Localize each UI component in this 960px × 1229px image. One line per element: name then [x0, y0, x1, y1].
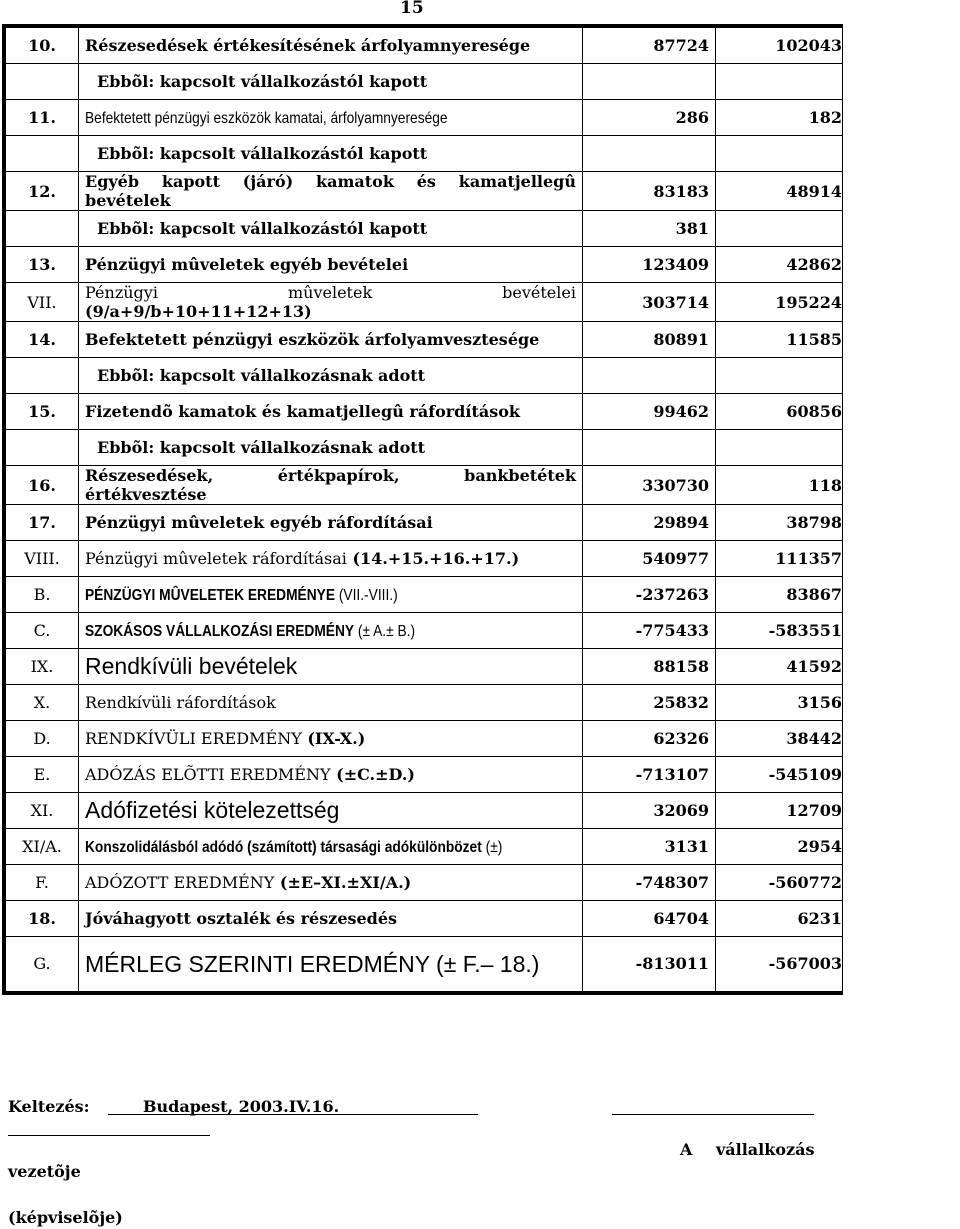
row-label-word: mûveletek: [287, 283, 373, 302]
value-current-text: 11585: [786, 330, 842, 349]
row-code: [4, 937, 79, 993]
row-code-text: X.: [33, 693, 51, 712]
row-label-text: Jóváhagyott osztalék és részesedés: [85, 909, 398, 928]
value-previous-year: [583, 541, 716, 577]
row-label-text: Ebbõl: kapcsolt vállalkozásnak adott: [97, 366, 426, 385]
value-current-text: 41592: [786, 657, 842, 676]
company-label: A vállalkozás: [680, 1140, 815, 1159]
row-label: [79, 466, 583, 505]
row-code: [4, 613, 79, 649]
row-code: [4, 247, 79, 283]
value-previous-text: 3131: [664, 837, 709, 856]
table-row: [4, 685, 843, 721]
table-row: [4, 577, 843, 613]
value-previous-year: [583, 613, 716, 649]
representative-label: (képviselõje): [8, 1208, 123, 1227]
table-row: [4, 322, 843, 358]
value-previous-year: [583, 505, 716, 541]
value-previous-text: 25832: [653, 693, 709, 712]
table-row: [4, 505, 843, 541]
value-previous-text: 62326: [653, 729, 709, 748]
row-code: [4, 430, 79, 466]
row-label: [79, 211, 583, 247]
value-current-text: 182: [808, 108, 842, 127]
row-label: [79, 100, 583, 136]
value-current-year: [716, 649, 843, 685]
table-row: [4, 757, 843, 793]
value-previous-text: 80891: [653, 330, 709, 349]
value-current-text: 195224: [775, 292, 842, 312]
value-current-year: [716, 757, 843, 793]
value-current-year: [716, 172, 843, 211]
row-label-text: Pénzügyi mûveletek egyéb ráfordításai: [85, 513, 433, 532]
row-label: [79, 577, 583, 613]
row-label-text: Rendkívüli ráfordítások: [85, 693, 276, 712]
row-label: [79, 541, 583, 577]
row-label-word: bevételei: [502, 283, 576, 302]
row-label-text: ADÓZOTT EREDMÉNY: [85, 873, 275, 892]
row-label-word: Pénzügyi: [85, 283, 158, 302]
value-previous-text: 87724: [653, 36, 709, 55]
row-label: [79, 829, 583, 865]
value-current-text: 42862: [786, 255, 842, 274]
value-current-year: [716, 685, 843, 721]
row-label-text: SZOKÁSOS VÁLLALKOZÁSI EREDMÉNY: [85, 622, 355, 640]
value-current-year: [716, 211, 843, 247]
row-label-formula: (14.+15.+16.+17.): [346, 549, 520, 568]
value-current-year: [716, 430, 843, 466]
row-code: [4, 64, 79, 100]
value-previous-year: [583, 26, 716, 64]
row-code: [4, 211, 79, 247]
table-row: [4, 26, 843, 64]
table-row: [4, 466, 843, 505]
row-code-text: VIII.: [24, 549, 60, 568]
value-current-text: -560772: [768, 873, 842, 892]
value-previous-year: [583, 901, 716, 937]
row-code-text: D.: [33, 729, 51, 748]
row-code-text: 10.: [28, 36, 56, 55]
value-previous-year: [583, 100, 716, 136]
value-current-year: [716, 541, 843, 577]
value-previous-year: [583, 937, 716, 993]
row-label-wrap: [85, 839, 502, 857]
value-current-year: [716, 577, 843, 613]
row-code-text: XI/A.: [22, 837, 62, 856]
row-label-text: Adófizetési kötelezettség: [85, 797, 340, 823]
value-current-year: [716, 829, 843, 865]
row-label: [79, 322, 583, 358]
value-previous-year: [583, 466, 716, 505]
row-code-text: 17.: [28, 513, 56, 532]
row-label-formula: (±C.±D.): [330, 765, 415, 784]
value-current-year: [716, 136, 843, 172]
value-previous-year: [583, 430, 716, 466]
row-code: [4, 466, 79, 505]
table-row: [4, 865, 843, 901]
table-row: [4, 211, 843, 247]
value-current-year: [716, 64, 843, 100]
row-label: [79, 901, 583, 937]
row-code: [4, 283, 79, 322]
value-current-year: [716, 505, 843, 541]
row-label-text: Rendkívüli bevételek: [85, 653, 298, 679]
value-current-text: 60856: [786, 402, 842, 421]
value-current-year: [716, 394, 843, 430]
table-row: [4, 649, 843, 685]
value-current-year: [716, 358, 843, 394]
value-current-year: [716, 466, 843, 505]
row-label: [79, 247, 583, 283]
row-label-text: Pénzügyi mûveletek ráfordításai: [85, 549, 347, 568]
row-code-text: F.: [35, 873, 49, 892]
value-previous-year: [583, 283, 716, 322]
row-label: [79, 649, 583, 685]
row-code-text: 12.: [28, 181, 56, 201]
page-number: 15: [400, 0, 424, 18]
value-current-text: 118: [808, 475, 842, 495]
row-label-formula: (± A.± B.): [354, 622, 416, 640]
value-current-year: [716, 901, 843, 937]
row-code: [4, 901, 79, 937]
row-code: [4, 721, 79, 757]
row-code: [4, 793, 79, 829]
row-label: [79, 136, 583, 172]
row-code: [4, 505, 79, 541]
value-current-year: [716, 247, 843, 283]
row-code: [4, 172, 79, 211]
value-current-text: 6231: [797, 909, 842, 928]
value-current-year: [716, 721, 843, 757]
value-current-text: 102043: [775, 36, 842, 55]
table-row: [4, 64, 843, 100]
row-label-wrap: [85, 623, 415, 641]
row-label-text: Részesedések értékesítésének árfolyamnyeresége: [85, 36, 531, 55]
value-current-text: 111357: [775, 549, 842, 568]
row-label: [79, 865, 583, 901]
leader-label: vezetõje: [8, 1162, 81, 1181]
row-code: [4, 685, 79, 721]
row-code-text: 11.: [28, 108, 56, 127]
value-current-text: 3156: [797, 693, 842, 712]
date-underline: [108, 1114, 478, 1115]
value-previous-text: 83183: [653, 181, 709, 201]
row-code-text: 14.: [28, 330, 56, 349]
value-previous-text: 88158: [653, 657, 709, 676]
row-label: [79, 283, 583, 322]
value-current-text: 83867: [786, 585, 842, 604]
row-code-text: B.: [33, 585, 51, 604]
value-previous-year: [583, 211, 716, 247]
row-label-text: Egyéb kapott (járó) kamatok és kamatjellegû bevételek: [85, 172, 576, 210]
row-label: [79, 613, 583, 649]
row-label-formula: (± F.– 18.): [429, 950, 540, 977]
row-label-text: PÉNZÜGYI MÛVELETEK EREDMÉNYE: [85, 586, 336, 604]
value-previous-text: 286: [675, 108, 709, 127]
table-row: [4, 541, 843, 577]
row-label: [79, 64, 583, 100]
row-code: [4, 829, 79, 865]
value-current-year: [716, 865, 843, 901]
value-previous-year: [583, 247, 716, 283]
value-current-year: [716, 937, 843, 993]
table-row: [4, 358, 843, 394]
value-current-text: -567003: [768, 954, 842, 974]
row-code-text: C.: [33, 621, 51, 640]
value-current-text: 38442: [786, 729, 842, 748]
table-row: [4, 430, 843, 466]
row-label-text: Fizetendõ kamatok és kamatjellegû ráfordítások: [85, 402, 520, 421]
value-current-text: 38798: [786, 513, 842, 532]
value-previous-text: 123409: [642, 255, 709, 274]
table-row: [4, 721, 843, 757]
value-previous-year: [583, 394, 716, 430]
table-row: [4, 283, 843, 322]
value-previous-year: [583, 577, 716, 613]
row-code-text: VII.: [27, 292, 57, 312]
value-previous-text: 64704: [653, 909, 709, 928]
row-code: [4, 100, 79, 136]
value-previous-text: 303714: [642, 292, 709, 312]
value-current-text: 2954: [797, 837, 842, 856]
value-previous-text: -713107: [635, 765, 709, 784]
row-label: [79, 757, 583, 793]
row-code-text: 16.: [28, 475, 56, 495]
row-code-text: XI.: [30, 801, 54, 820]
value-current-year: [716, 26, 843, 64]
table-row: [4, 901, 843, 937]
row-label: [79, 26, 583, 64]
value-previous-text: 99462: [653, 402, 709, 421]
table-row: [4, 613, 843, 649]
row-label-line: [85, 283, 576, 302]
value-previous-text: -237263: [635, 585, 709, 604]
row-code-text: G.: [33, 954, 51, 974]
value-previous-text: 32069: [653, 801, 709, 820]
value-current-text: 48914: [786, 181, 842, 201]
row-label-text: MÉRLEG SZERINTI EREDMÉNY: [85, 950, 430, 977]
row-code-text: 13.: [28, 255, 56, 274]
value-previous-text: 330730: [642, 475, 709, 495]
value-previous-year: [583, 829, 716, 865]
value-current-year: [716, 793, 843, 829]
row-code: [4, 394, 79, 430]
table-row: [4, 100, 843, 136]
row-label-text: Konszolidálásból adódó (számított) társasági adókülönbözet: [85, 838, 482, 856]
row-code-text: IX.: [30, 657, 54, 676]
row-label: [79, 505, 583, 541]
row-label: [79, 394, 583, 430]
row-code: [4, 757, 79, 793]
value-previous-year: [583, 64, 716, 100]
table-row: [4, 247, 843, 283]
value-previous-text: 29894: [653, 513, 709, 532]
row-label-formula: (VII.-VIII.): [335, 586, 398, 604]
row-code-text: 18.: [28, 909, 56, 928]
row-code: [4, 541, 79, 577]
value-previous-year: [583, 358, 716, 394]
value-previous-year: [583, 172, 716, 211]
date-label: Keltezés:: [8, 1097, 90, 1116]
value-previous-year: [583, 721, 716, 757]
value-current-text: -545109: [768, 765, 842, 784]
row-code: [4, 322, 79, 358]
table-row: [4, 937, 843, 993]
row-label-text: Ebbõl: kapcsolt vállalkozásnak adott: [97, 438, 426, 457]
table-row: [4, 829, 843, 865]
row-label-text: Ebbõl: kapcsolt vállalkozástól kapott: [97, 72, 428, 91]
value-previous-year: [583, 322, 716, 358]
date-value: Budapest, 2003.IV.16.: [143, 1097, 340, 1116]
row-label: [79, 937, 583, 993]
table-row: [4, 394, 843, 430]
value-previous-year: [583, 136, 716, 172]
row-label: [79, 685, 583, 721]
value-previous-year: [583, 685, 716, 721]
row-code: [4, 649, 79, 685]
row-label-text: Pénzügyi mûveletek egyéb bevételei: [85, 255, 409, 274]
value-current-year: [716, 283, 843, 322]
table-row: [4, 136, 843, 172]
value-current-year: [716, 322, 843, 358]
row-code: [4, 358, 79, 394]
row-code: [4, 865, 79, 901]
value-previous-year: [583, 757, 716, 793]
financial-report-table: [2, 24, 843, 995]
table-row: [4, 172, 843, 211]
value-previous-year: [583, 865, 716, 901]
row-label-formula: (9/a+9/b+10+11+12+13): [85, 302, 312, 321]
row-label-text: Ebbõl: kapcsolt vállalkozástól kapott: [97, 144, 428, 163]
value-previous-year: [583, 793, 716, 829]
table-row: [4, 793, 843, 829]
row-label-text: Ebbõl: kapcsolt vállalkozástól kapott: [97, 219, 428, 238]
row-label: [79, 430, 583, 466]
row-label-text: Részesedések, értékpapírok, bankbetétek értékvesztése: [85, 466, 576, 504]
row-code: [4, 136, 79, 172]
value-current-text: 12709: [786, 801, 842, 820]
row-code: [4, 577, 79, 613]
value-previous-text: -813011: [635, 954, 709, 974]
signature-line: [612, 1114, 814, 1115]
row-label-text: ADÓZÁS ELÕTTI EREDMÉNY: [85, 765, 331, 784]
row-label-wrap: [85, 587, 398, 605]
row-label-text: Befektetett pénzügyi eszközök kamatai, árfolyamnyeresége: [85, 109, 448, 127]
value-previous-text: 540977: [642, 549, 709, 568]
stamp-line: [8, 1135, 210, 1136]
value-current-text: -583551: [768, 621, 842, 640]
value-current-year: [716, 613, 843, 649]
row-label: [79, 172, 583, 211]
row-label-text: Befektetett pénzügyi eszközök árfolyamvesztesége: [85, 330, 540, 349]
value-previous-text: 381: [675, 219, 709, 238]
row-code-text: 15.: [28, 402, 56, 421]
value-previous-year: [583, 649, 716, 685]
row-label: [79, 721, 583, 757]
row-label-formula: (IX-X.): [301, 729, 366, 748]
row-label: [79, 793, 583, 829]
row-label: [79, 358, 583, 394]
value-previous-text: -748307: [635, 873, 709, 892]
value-current-year: [716, 100, 843, 136]
row-label-formula: (±E–XI.±XI/A.): [274, 873, 412, 892]
row-code: [4, 26, 79, 64]
row-label-formula: (±): [481, 838, 503, 856]
value-previous-text: -775433: [635, 621, 709, 640]
row-code-text: E.: [33, 765, 51, 784]
row-label-text: RENDKÍVÜLI EREDMÉNY: [85, 729, 302, 748]
